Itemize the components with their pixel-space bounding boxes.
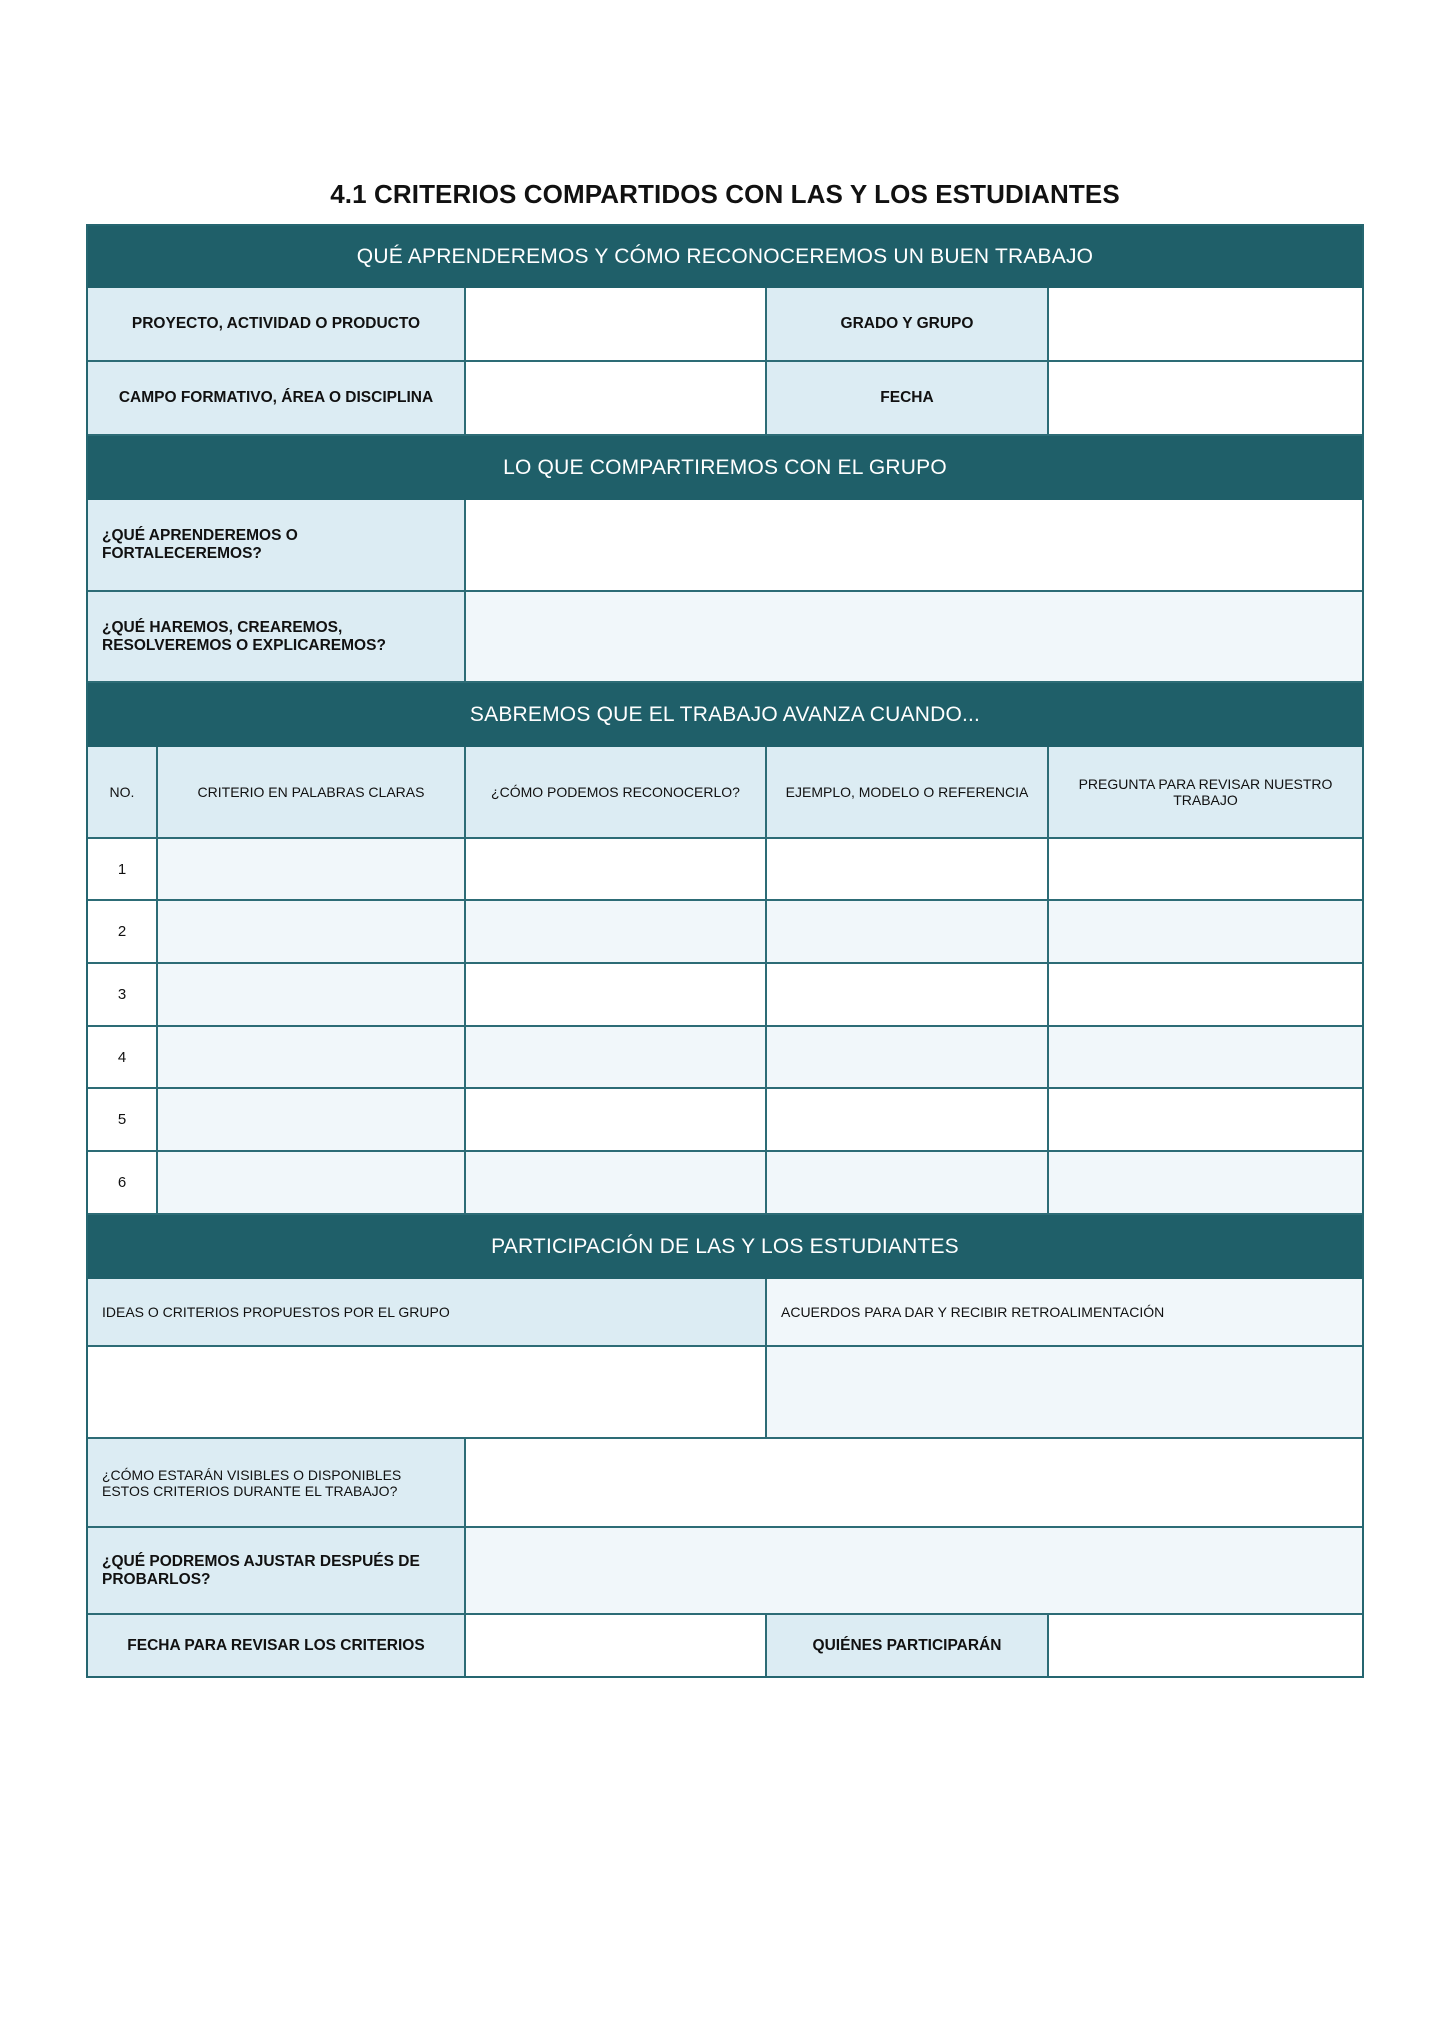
row-number: 3	[88, 964, 158, 1027]
ejemplo-cell[interactable]	[767, 964, 1049, 1027]
ejemplo-cell[interactable]	[767, 1152, 1049, 1215]
row-proyecto	[88, 288, 1362, 362]
fecha-field[interactable]	[1049, 362, 1362, 436]
section-heading-progress: SABREMOS QUE EL TRABAJO AVANZA CUANDO...	[88, 683, 1362, 747]
table-row	[88, 839, 1362, 901]
section-heading-learning: QUÉ APRENDEREMOS Y CÓMO RECONOCEREMOS UN BUEN TRABAJO	[88, 226, 1362, 288]
proyecto-field[interactable]	[466, 288, 767, 362]
table-row	[88, 1027, 1362, 1089]
col-header-pregunta: PREGUNTA PARA REVISAR NUESTRO TRABAJO	[1049, 747, 1362, 839]
quienes-label: QUIÉNES PARTICIPARÁN	[767, 1615, 1049, 1676]
fecha-revisar-label: FECHA PARA REVISAR LOS CRITERIOS	[88, 1615, 466, 1676]
haremos-label: ¿QUÉ HAREMOS, CREAREMOS, RESOLVEREMOS O EXPLICAREMOS?	[88, 592, 466, 683]
ejemplo-cell[interactable]	[767, 1089, 1049, 1152]
ajustar-field[interactable]	[466, 1528, 1362, 1615]
campo-field[interactable]	[466, 362, 767, 436]
table-row	[88, 964, 1362, 1027]
haremos-field[interactable]	[466, 592, 1362, 683]
row-number: 5	[88, 1089, 158, 1152]
row-number: 1	[88, 839, 158, 901]
criterio-cell[interactable]	[158, 1027, 466, 1089]
row-ajustar	[88, 1528, 1362, 1615]
reconocer-cell[interactable]	[466, 964, 767, 1027]
pregunta-cell[interactable]	[1049, 901, 1362, 964]
pregunta-cell[interactable]	[1049, 839, 1362, 901]
table-row	[88, 1152, 1362, 1215]
row-number: 2	[88, 901, 158, 964]
row-visibles	[88, 1439, 1362, 1528]
row-participation-fields	[88, 1347, 1362, 1439]
visibles-field[interactable]	[466, 1439, 1362, 1528]
ajustar-label: ¿QUÉ PODREMOS AJUSTAR DESPUÉS DE PROBARLOS?	[88, 1528, 466, 1615]
row-haremos	[88, 592, 1362, 683]
col-header-criterio: CRITERIO EN PALABRAS CLARAS	[158, 747, 466, 839]
ejemplo-cell[interactable]	[767, 839, 1049, 901]
acuerdos-label: ACUERDOS PARA DAR Y RECIBIR RETROALIMENTACIÓN	[767, 1279, 1362, 1347]
pregunta-cell[interactable]	[1049, 964, 1362, 1027]
col-header-reconocer: ¿CÓMO PODEMOS RECONOCERLO?	[466, 747, 767, 839]
row-participation-labels	[88, 1279, 1362, 1347]
criterio-cell[interactable]	[158, 964, 466, 1027]
table-row	[88, 901, 1362, 964]
grado-label: GRADO Y GRUPO	[767, 288, 1049, 362]
reconocer-cell[interactable]	[466, 901, 767, 964]
criterio-cell[interactable]	[158, 1089, 466, 1152]
fecha-label: FECHA	[767, 362, 1049, 436]
col-header-ejemplo: EJEMPLO, MODELO O REFERENCIA	[767, 747, 1049, 839]
proyecto-label: PROYECTO, ACTIVIDAD O PRODUCTO	[88, 288, 466, 362]
row-campo	[88, 362, 1362, 436]
section-heading-share: LO QUE COMPARTIREMOS CON EL GRUPO	[88, 436, 1362, 500]
criteria-header-row	[88, 747, 1362, 839]
acuerdos-field[interactable]	[767, 1347, 1362, 1439]
section-heading-participation: PARTICIPACIÓN DE LAS Y LOS ESTUDIANTES	[88, 1215, 1362, 1279]
aprenderemos-field[interactable]	[466, 500, 1362, 592]
ideas-field[interactable]	[88, 1347, 767, 1439]
fecha-revisar-field[interactable]	[466, 1615, 767, 1676]
criterio-cell[interactable]	[158, 901, 466, 964]
criteria-form	[86, 224, 1364, 1678]
reconocer-cell[interactable]	[466, 1089, 767, 1152]
ideas-label: IDEAS O CRITERIOS PROPUESTOS POR EL GRUPO	[88, 1279, 767, 1347]
campo-label: CAMPO FORMATIVO, ÁREA O DISCIPLINA	[88, 362, 466, 436]
quienes-field[interactable]	[1049, 1615, 1362, 1676]
criterio-cell[interactable]	[158, 1152, 466, 1215]
grado-field[interactable]	[1049, 288, 1362, 362]
visibles-label: ¿CÓMO ESTARÁN VISIBLES O DISPONIBLES ESTOS CRITERIOS DURANTE EL TRABAJO?	[88, 1439, 466, 1528]
row-fecha-revisar	[88, 1615, 1362, 1676]
reconocer-cell[interactable]	[466, 1152, 767, 1215]
reconocer-cell[interactable]	[466, 1027, 767, 1089]
aprenderemos-label: ¿QUÉ APRENDEREMOS O FORTALECEREMOS?	[88, 500, 466, 592]
ejemplo-cell[interactable]	[767, 901, 1049, 964]
table-row	[88, 1089, 1362, 1152]
row-number: 4	[88, 1027, 158, 1089]
page-title: 4.1 CRITERIOS COMPARTIDOS CON LAS Y LOS ESTUDIANTES	[330, 179, 1120, 209]
row-number: 6	[88, 1152, 158, 1215]
col-header-no: NO.	[88, 747, 158, 839]
pregunta-cell[interactable]	[1049, 1089, 1362, 1152]
pregunta-cell[interactable]	[1049, 1027, 1362, 1089]
criterio-cell[interactable]	[158, 839, 466, 901]
reconocer-cell[interactable]	[466, 839, 767, 901]
row-aprenderemos	[88, 500, 1362, 592]
pregunta-cell[interactable]	[1049, 1152, 1362, 1215]
ejemplo-cell[interactable]	[767, 1027, 1049, 1089]
